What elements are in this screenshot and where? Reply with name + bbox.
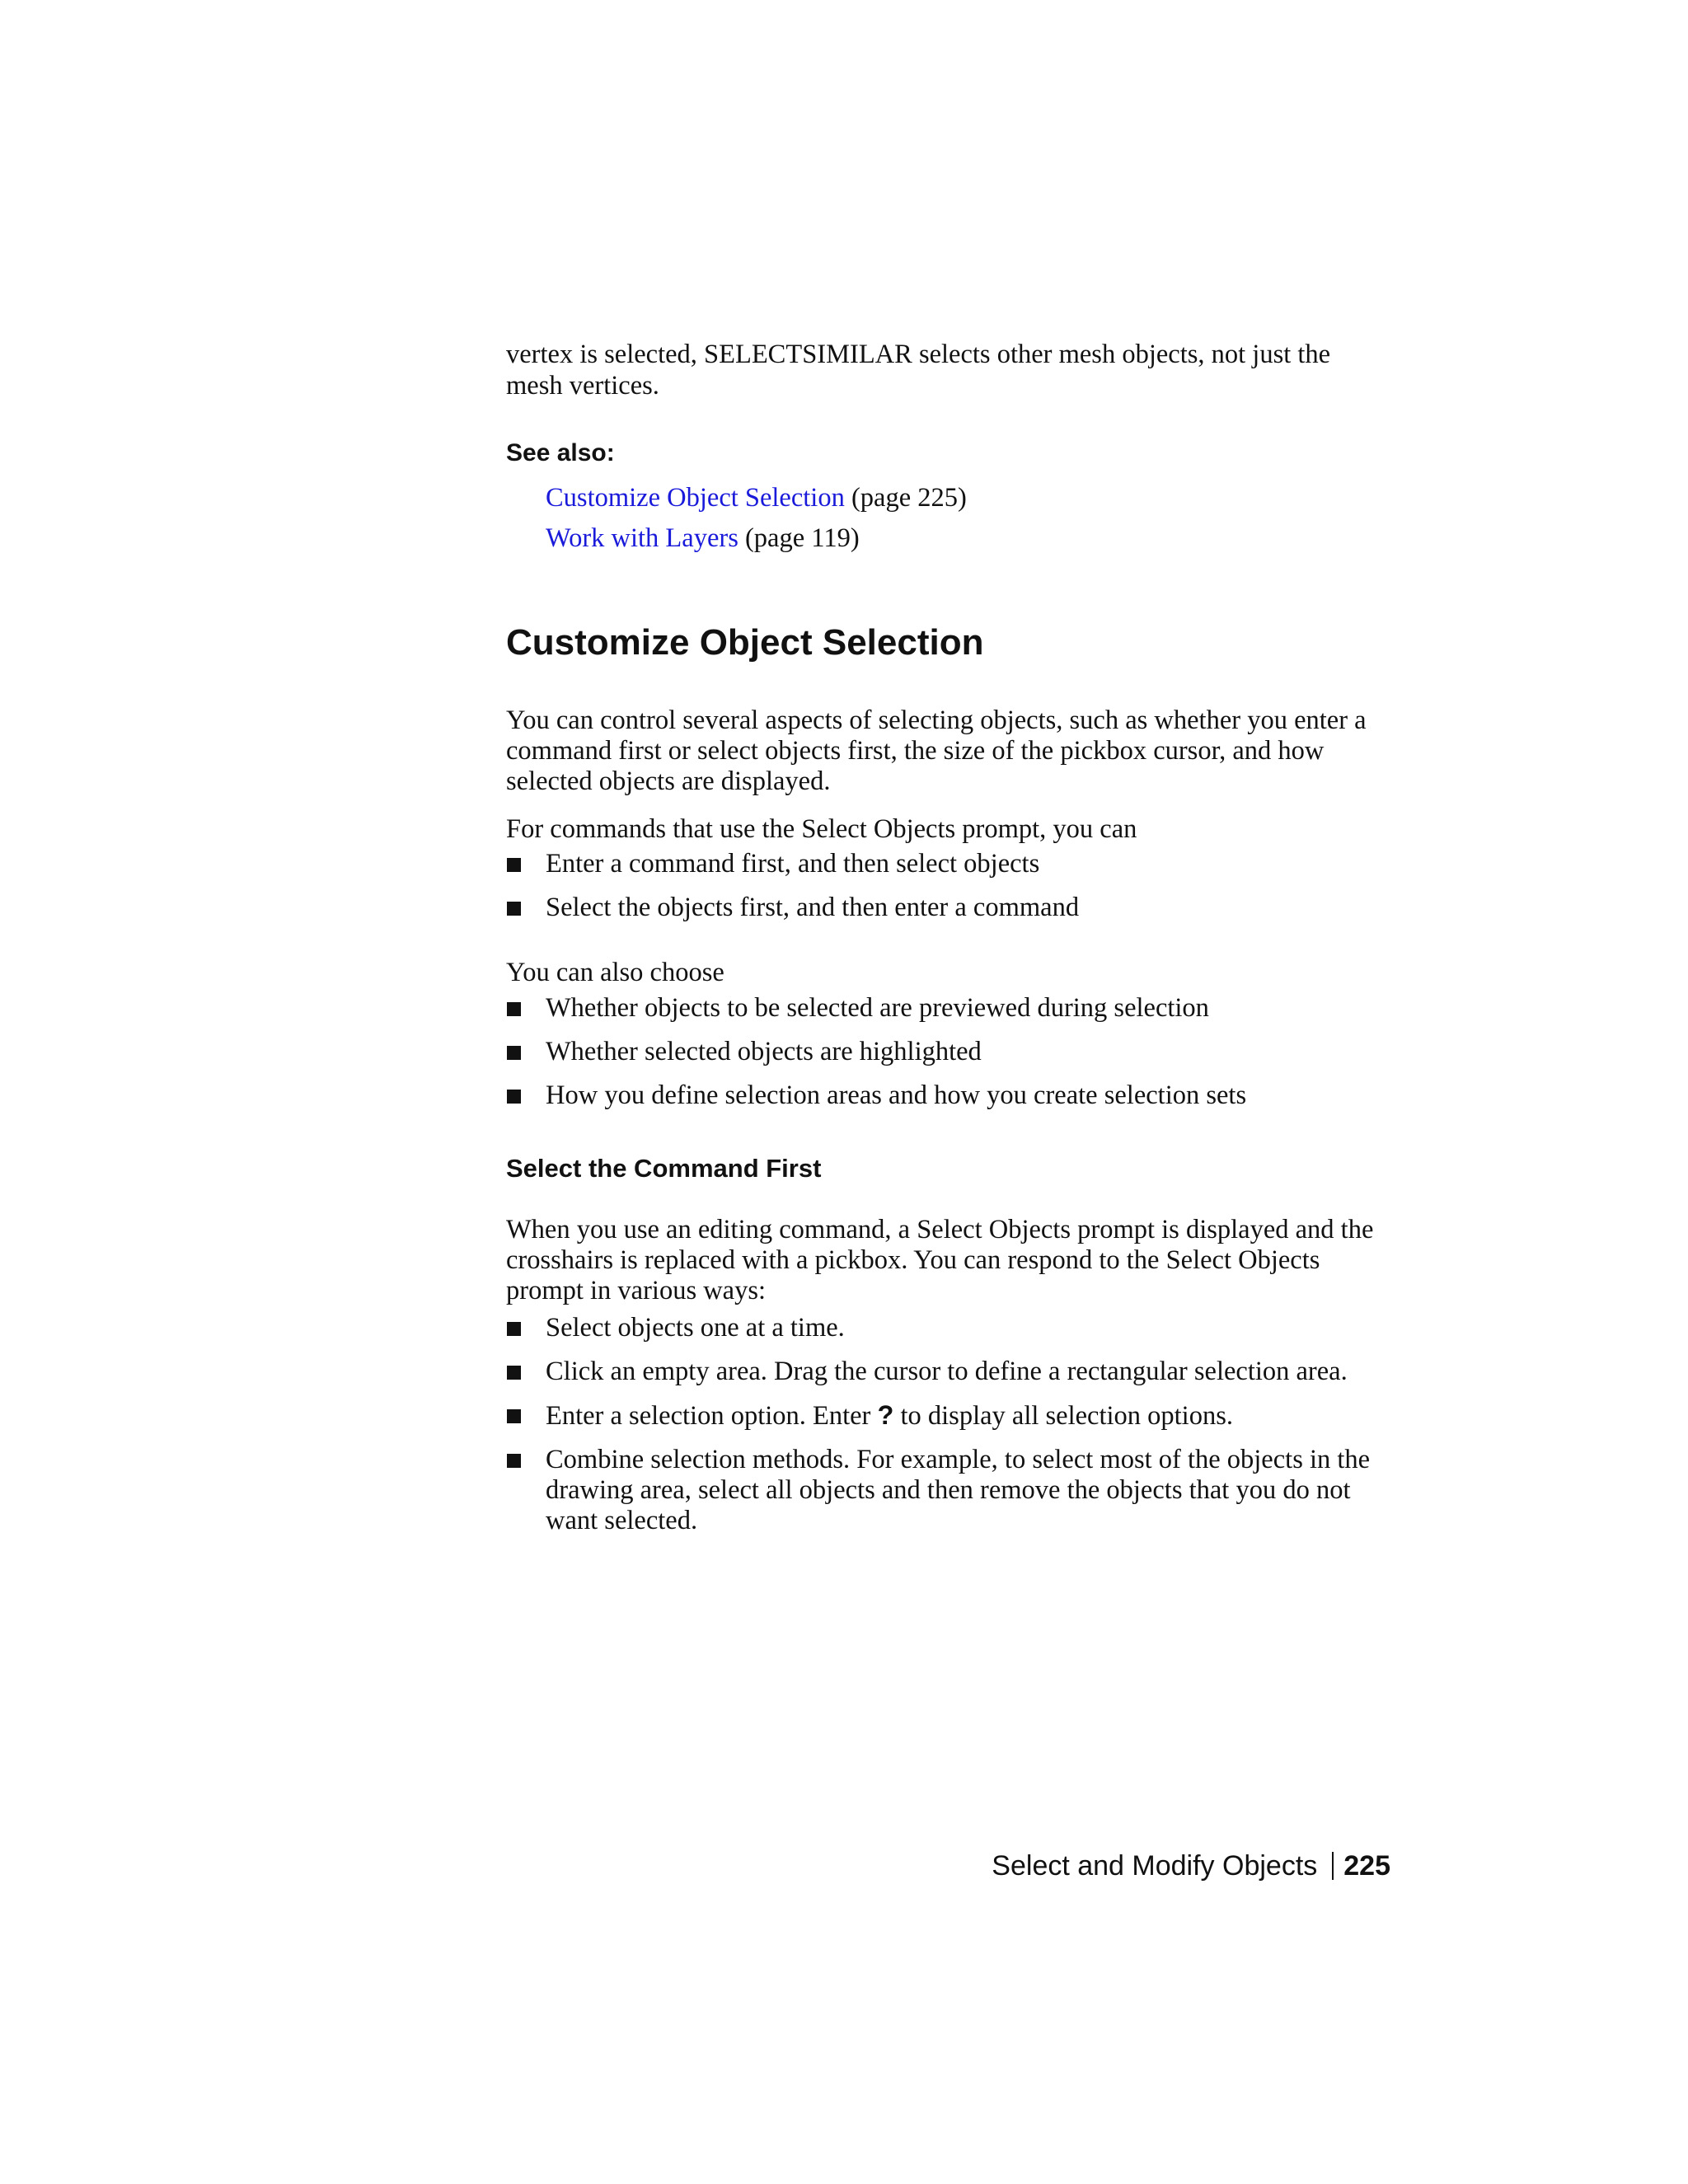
list-item-text: Whether selected objects are highlighted xyxy=(546,1037,982,1066)
list-item-text: Combine selection methods. For example, to select most of the objects in the drawing area, select all objects and then remove the objects that you do not want selected. xyxy=(546,1445,1371,1535)
footer-chapter-title: Select and Modify Objects xyxy=(992,1850,1318,1882)
list-item-text: Enter a command first, and then select objects xyxy=(546,849,1040,879)
link-customize-object-selection[interactable]: Customize Object Selection xyxy=(546,483,845,513)
list-item-text: Whether objects to be selected are previewed during selection xyxy=(546,993,1209,1023)
list-item-text: Select the objects first, and then enter a command xyxy=(546,893,1080,922)
bullet-icon xyxy=(507,1046,521,1060)
bullet-icon xyxy=(507,858,521,872)
page-ref: (page 225) xyxy=(851,483,967,513)
bullet-icon xyxy=(507,1409,521,1423)
list-item-text-after: to display all selection options. xyxy=(893,1401,1233,1431)
page-footer xyxy=(0,1849,1390,1882)
bullet-icon xyxy=(507,1366,521,1380)
see-also-label: See also: xyxy=(506,439,615,466)
subsection-title: Select the Command First xyxy=(506,1154,822,1183)
bullet-icon xyxy=(507,1002,521,1016)
page-ref: (page 119) xyxy=(744,523,860,553)
bullet-icon xyxy=(507,1322,521,1336)
list-item-text: Click an empty area. Drag the cursor to define a rectangular selection area. xyxy=(546,1357,1348,1386)
intro-line-2: mesh vertices. xyxy=(506,371,659,401)
page-number: 225 xyxy=(1343,1850,1390,1882)
footer-divider xyxy=(1332,1852,1334,1880)
section-paragraph-1: You can control several aspects of selecting objects, such as whether you enter a command first or select objects first, the size of the pickbox cursor, and how selected objects are displayed. xyxy=(506,705,1367,796)
intro-line-1: vertex is selected, SELECTSIMILAR selects other mesh objects, not just the xyxy=(506,340,1331,369)
list-item-text: How you define selection areas and how you create selection sets xyxy=(546,1080,1247,1110)
list-item-text: Select objects one at a time. xyxy=(546,1313,845,1343)
see-also-item xyxy=(546,483,967,513)
section-paragraph-2: For commands that use the Select Objects prompt, you can xyxy=(506,814,1137,844)
bullet-icon xyxy=(507,1454,521,1468)
subsection-paragraph: When you use an editing command, a Select Objects prompt is displayed and the crosshairs is replaced with a pickbox. You can respond to the Select Objects prompt in various ways: xyxy=(506,1215,1374,1305)
link-work-with-layers[interactable]: Work with Layers xyxy=(546,523,738,553)
list-item-text xyxy=(546,1400,1396,1432)
question-mark-symbol: ? xyxy=(877,1400,894,1430)
see-also-item xyxy=(546,523,860,554)
section-paragraph-3: You can also choose xyxy=(506,958,724,987)
bullet-icon xyxy=(507,902,521,916)
section-title: Customize Object Selection xyxy=(506,622,984,663)
bullet-icon xyxy=(507,1090,521,1104)
list-item-text-before: Enter a selection option. Enter xyxy=(546,1401,878,1431)
